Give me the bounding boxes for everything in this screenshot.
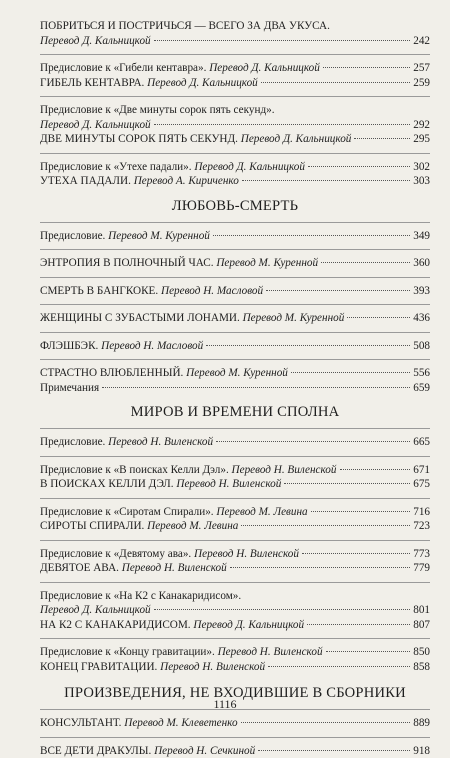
entry-page-number: 436 [413, 311, 430, 326]
entry-translator: Перевод Н. Виленской [232, 464, 337, 476]
entry-translator: Перевод М. Куренной [216, 257, 318, 269]
entry-translator: Перевод М. Левина [216, 506, 307, 518]
page-number: 1116 [0, 697, 450, 712]
entry-page-number: 257 [413, 61, 430, 76]
entry-translator: Перевод Н. Виленской [194, 548, 299, 560]
toc-entry[interactable] [40, 256, 430, 271]
toc-entry-group [40, 547, 430, 576]
toc-entry[interactable] [40, 19, 430, 34]
entry-translator: Перевод Н. Виленской [176, 478, 281, 490]
divider [40, 428, 430, 429]
entry-translator: Перевод Д. Кальницкой [194, 161, 305, 173]
dot-leader [284, 483, 410, 484]
entry-text: ЭНТРОПИЯ В ПОЛНОЧНЫЙ ЧАС. [40, 257, 216, 269]
toc-entry-group [40, 589, 430, 633]
entry-text: Предисловие. [40, 230, 108, 242]
divider [40, 638, 430, 639]
entry-page-number: 858 [413, 660, 430, 675]
entry-title [40, 229, 210, 244]
entry-page-number: 292 [413, 118, 430, 133]
toc-entry[interactable] [40, 34, 430, 49]
entry-page-number: 259 [413, 76, 430, 91]
toc-entry-group [40, 339, 430, 354]
entry-title [40, 519, 238, 534]
divider [40, 582, 430, 583]
toc-page [40, 19, 430, 758]
toc-entry[interactable] [40, 603, 430, 618]
dot-leader [302, 553, 410, 554]
toc-entry[interactable] [40, 660, 430, 675]
entry-text: Предисловие. [40, 436, 108, 448]
entry-translator: Перевод Д. Кальницкой [147, 77, 258, 89]
entry-translator: Перевод Д. Кальницкой [193, 619, 304, 631]
entry-page-number: 242 [413, 34, 430, 49]
divider [40, 456, 430, 457]
entry-text: ФЛЭШБЭК. [40, 340, 101, 352]
divider [40, 737, 430, 738]
toc-entry[interactable] [40, 311, 430, 326]
entry-title [40, 34, 151, 49]
entry-title [40, 505, 308, 520]
toc-entry[interactable] [40, 589, 430, 604]
dot-leader [241, 722, 411, 723]
entry-text: УТЕХА ПАДАЛИ. [40, 175, 134, 187]
entry-translator: Перевод Д. Кальницкой [40, 35, 151, 47]
entry-page-number: 556 [413, 366, 430, 381]
divider [40, 54, 430, 55]
entry-translator: Перевод Д. Кальницкой [40, 604, 151, 616]
entry-text: ДЕВЯТОЕ АВА. [40, 562, 122, 574]
entry-title [40, 76, 258, 91]
entry-page-number: 850 [413, 645, 430, 660]
dot-leader [216, 441, 410, 442]
toc-entry[interactable] [40, 103, 430, 118]
dot-leader [266, 290, 410, 291]
toc-entry-group [40, 256, 430, 271]
toc-entry[interactable] [40, 76, 430, 91]
entry-translator: Перевод Н. Виленской [218, 646, 323, 658]
entry-translator: Перевод Н. Сечкиной [154, 745, 255, 757]
entry-page-number: 303 [413, 174, 430, 189]
dot-leader [268, 666, 410, 667]
dot-leader [206, 345, 410, 346]
toc-entry[interactable] [40, 519, 430, 534]
entry-translator: Перевод А. Кириченко [134, 175, 239, 187]
entry-translator: Перевод М. Куренной [108, 230, 210, 242]
toc-entry[interactable] [40, 547, 430, 562]
divider [40, 153, 430, 154]
divider [40, 96, 430, 97]
toc-entry[interactable] [40, 435, 430, 450]
toc-entry[interactable] [40, 505, 430, 520]
entry-page-number: 665 [413, 435, 430, 450]
entry-title [40, 104, 275, 116]
entry-text: КОНСУЛЬТАНТ. [40, 717, 124, 729]
dot-leader [308, 166, 410, 167]
toc-entry-group [40, 311, 430, 326]
entry-page-number: 716 [413, 505, 430, 520]
dot-leader [326, 651, 411, 652]
entry-text: ПОБРИТЬСЯ И ПОСТРИЧЬСЯ — ВСЕГО ЗА ДВА УКУСА. [40, 20, 330, 32]
toc-entry-group [40, 744, 430, 758]
toc-entry[interactable] [40, 284, 430, 299]
section-title-worlds-time: МИРОВ И ВРЕМЕНИ СПОЛНА [40, 403, 430, 422]
entry-title [40, 645, 323, 660]
divider [40, 359, 430, 360]
toc-entry[interactable] [40, 61, 430, 76]
dot-leader [291, 372, 410, 373]
entry-page-number: 889 [413, 716, 430, 731]
entry-translator: Перевод М. Клеветенко [124, 717, 237, 729]
entry-text: ГИБЕЛЬ КЕНТАВРА. [40, 77, 147, 89]
entry-text: Примечания [40, 382, 99, 394]
dot-leader [102, 387, 410, 388]
toc-section-uncollected [40, 716, 430, 758]
entry-title [40, 477, 281, 492]
entry-title [40, 590, 241, 602]
entry-text: Предисловие к «На К2 с Канакаридисом». [40, 590, 241, 602]
entry-translator: Перевод Н. Масловой [101, 340, 203, 352]
dot-leader [242, 180, 410, 181]
entry-text: СИРОТЫ СПИРАЛИ. [40, 520, 147, 532]
entry-translator: Перевод Н. Виленской [122, 562, 227, 574]
entry-text: Предисловие к «Гибели кентавра». [40, 62, 209, 74]
divider [40, 540, 430, 541]
toc-entry-group [40, 61, 430, 90]
dot-leader [154, 40, 411, 41]
entry-page-number: 302 [413, 160, 430, 175]
entry-title [40, 118, 151, 133]
entry-title [40, 20, 330, 32]
divider [40, 304, 430, 305]
entry-translator: Перевод Н. Масловой [161, 285, 263, 297]
dot-leader [241, 525, 410, 526]
dot-leader [354, 138, 410, 139]
entry-title [40, 339, 203, 354]
entry-title [40, 435, 213, 450]
section-title-uncollected: ПРОИЗВЕДЕНИЯ, НЕ ВХОДИВШИЕ В СБОРНИКИ [40, 684, 430, 703]
entry-page-number: 659 [413, 381, 430, 396]
entry-text: ЖЕНЩИНЫ С ЗУБАСТЫМИ ЛОНАМИ. [40, 312, 243, 324]
entry-text: Предисловие к «В поисках Келли Дэл». [40, 464, 232, 476]
toc-group-1 [40, 19, 430, 189]
toc-entry-group [40, 716, 430, 731]
toc-entry[interactable] [40, 132, 430, 147]
entry-text: Предисловие к «Две минуты сорок пять секунд». [40, 104, 275, 116]
toc-entry[interactable] [40, 118, 430, 133]
toc-entry-group [40, 463, 430, 492]
entry-page-number: 807 [413, 618, 430, 633]
entry-title [40, 744, 255, 758]
toc-entry[interactable] [40, 477, 430, 492]
entry-page-number: 723 [413, 519, 430, 534]
dot-leader [321, 262, 410, 263]
entry-title [40, 174, 239, 189]
divider [40, 498, 430, 499]
toc-entry-group [40, 19, 430, 48]
entry-translator: Перевод Н. Виленской [108, 436, 213, 448]
entry-text: КОНЕЦ ГРАВИТАЦИИ. [40, 661, 160, 673]
dot-leader [347, 317, 410, 318]
entry-title [40, 660, 265, 675]
entry-translator: Перевод Н. Виленской [160, 661, 265, 673]
entry-title [40, 366, 288, 381]
entry-translator: Перевод Д. Кальницкой [241, 133, 352, 145]
dot-leader [230, 567, 411, 568]
entry-page-number: 671 [413, 463, 430, 478]
entry-page-number: 779 [413, 561, 430, 576]
entry-title [40, 284, 263, 299]
entry-title [40, 61, 320, 76]
entry-text: Предисловие к «Сиротам Спирали». [40, 506, 216, 518]
toc-entry-group [40, 366, 430, 395]
toc-entry[interactable] [40, 160, 430, 175]
entry-title [40, 618, 304, 633]
entry-title [40, 603, 151, 618]
entry-translator: Перевод М. Левина [147, 520, 238, 532]
entry-page-number: 801 [413, 603, 430, 618]
dot-leader [154, 609, 411, 610]
entry-page-number: 349 [413, 229, 430, 244]
toc-entry[interactable] [40, 618, 430, 633]
entry-translator: Перевод Д. Кальницкой [209, 62, 320, 74]
entry-translator: Перевод М. Куренной [243, 312, 345, 324]
dot-leader [340, 469, 411, 470]
toc-entry-group [40, 160, 430, 189]
entry-text: В ПОИСКАХ КЕЛЛИ ДЭЛ. [40, 478, 176, 490]
entry-page-number: 675 [413, 477, 430, 492]
entry-title [40, 561, 227, 576]
toc-entry-group [40, 229, 430, 244]
toc-entry[interactable] [40, 744, 430, 758]
toc-entry-group [40, 505, 430, 534]
divider [40, 277, 430, 278]
toc-entry-group [40, 435, 430, 450]
entry-text: Предисловие к «Утехе падали». [40, 161, 194, 173]
dot-leader [307, 624, 410, 625]
dot-leader [154, 124, 411, 125]
entry-text: СТРАСТНО ВЛЮБЛЕННЫЙ. [40, 367, 186, 379]
toc-entry[interactable] [40, 716, 430, 731]
toc-entry-group [40, 103, 430, 147]
entry-text: НА К2 С КАНАКАРИДИСОМ. [40, 619, 193, 631]
dot-leader [261, 82, 410, 83]
dot-leader [311, 511, 411, 512]
entry-text: СМЕРТЬ В БАНГКОКЕ. [40, 285, 161, 297]
entry-page-number: 918 [413, 744, 430, 758]
dot-leader [258, 750, 410, 751]
entry-page-number: 393 [413, 284, 430, 299]
toc-section-love-death [40, 229, 430, 396]
divider [40, 222, 430, 223]
toc-entry-group [40, 645, 430, 674]
entry-page-number: 773 [413, 547, 430, 562]
toc-entry[interactable] [40, 174, 430, 189]
dot-leader [213, 235, 410, 236]
entry-translator: Перевод Д. Кальницкой [40, 119, 151, 131]
divider [40, 249, 430, 250]
dot-leader [323, 67, 410, 68]
entry-page-number: 360 [413, 256, 430, 271]
entry-title [40, 160, 305, 175]
entry-title [40, 256, 318, 271]
entry-title [40, 311, 344, 326]
entry-text: Предисловие к «Девятому ава». [40, 548, 194, 560]
toc-entry[interactable] [40, 229, 430, 244]
toc-entry[interactable] [40, 381, 430, 396]
entry-title [40, 381, 99, 396]
entry-translator: Перевод М. Куренной [186, 367, 288, 379]
toc-entry[interactable] [40, 463, 430, 478]
toc-entry[interactable] [40, 339, 430, 354]
entry-page-number: 295 [413, 132, 430, 147]
toc-entry[interactable] [40, 645, 430, 660]
entry-text: ВСЕ ДЕТИ ДРАКУЛЫ. [40, 745, 154, 757]
toc-entry-group [40, 284, 430, 299]
entry-text: ДВЕ МИНУТЫ СОРОК ПЯТЬ СЕКУНД. [40, 133, 241, 145]
entry-title [40, 132, 351, 147]
divider [40, 332, 430, 333]
toc-section-worlds-time [40, 435, 430, 674]
toc-entry[interactable] [40, 561, 430, 576]
toc-entry[interactable] [40, 366, 430, 381]
entry-title [40, 547, 299, 562]
entry-text: Предисловие к «Концу гравитации». [40, 646, 218, 658]
entry-title [40, 716, 238, 731]
section-title-love-death: ЛЮБОВЬ-СМЕРТЬ [40, 197, 430, 216]
entry-page-number: 508 [413, 339, 430, 354]
entry-title [40, 463, 337, 478]
